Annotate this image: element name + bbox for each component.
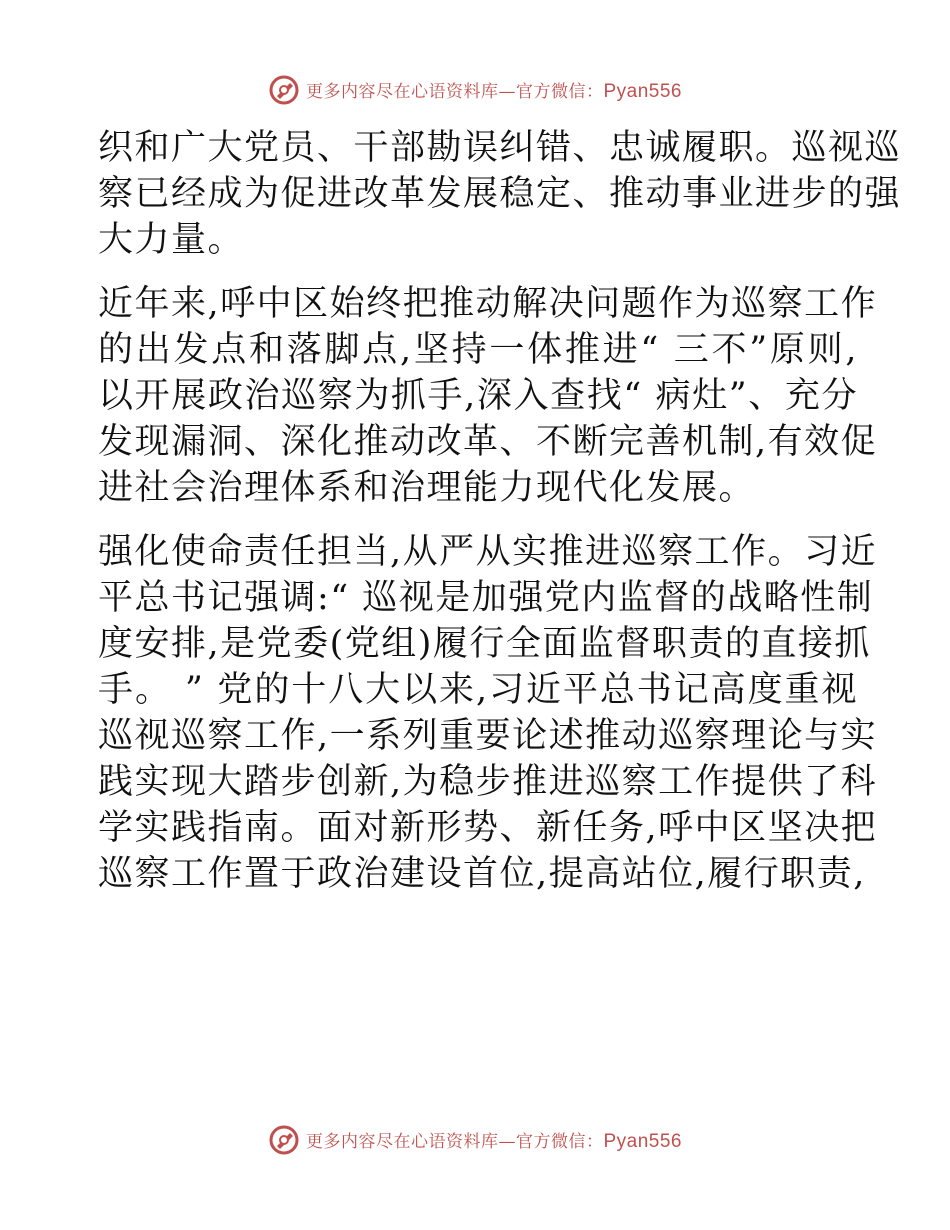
header-watermark (0, 70, 950, 110)
watermark-wechat-id: Pyan556 (603, 1131, 682, 1152)
watermark-logo-icon (268, 1124, 300, 1156)
text-line: 平总书记强调:“ 巡视是加强党内监督的战略性制 (98, 578, 874, 618)
text-line: 发现漏洞、深化推动改革、不断完善机制,有效促 (98, 422, 878, 462)
text-line: 近年来,呼中区始终把推动解决问题作为巡察工作 (98, 284, 878, 324)
watermark-wechat-id: Pyan556 (603, 81, 682, 102)
text-line: 践实现大踏步创新,为稳步推进巡察工作提供了科 (98, 762, 878, 802)
text-line: 学实践指南。面对新形势、新任务,呼中区坚决把 (98, 808, 878, 848)
text-line: 大力量。 (98, 220, 245, 260)
text-line: 的出发点和落脚点,坚持一体推进“ 三不”原则, (98, 330, 858, 370)
text-line: 度安排,是党委(党组)履行全面监督职责的直接抓 (98, 624, 871, 664)
text-line: 手。 ” 党的十八大以来,习近平总书记高度重视 (98, 670, 858, 710)
text-line: 以开展政治巡察为抓手,深入查找“ 病灶”、充分 (98, 376, 858, 416)
paragraph-3 (98, 529, 878, 897)
watermark-logo-icon (268, 74, 300, 106)
text-line: 织和广大党员、干部勘误纠错、忠诚履职。巡视巡 (98, 128, 902, 168)
document-body (98, 125, 902, 915)
text-line: 察已经成为促进改革发展稳定、推动事业进步的强 (98, 174, 902, 214)
paragraph-1 (98, 125, 902, 263)
paragraph-2 (98, 281, 878, 511)
text-line: 巡察工作置于政治建设首位,提高站位,履行职责, (98, 854, 866, 894)
watermark-text: 更多内容尽在心语资料库—官方微信：Pyan556 (305, 81, 682, 102)
text-line: 巡视巡察工作,一系列重要论述推动巡察理论与实 (98, 716, 878, 756)
watermark-text: 更多内容尽在心语资料库—官方微信：Pyan556 (305, 1131, 682, 1152)
text-line: 强化使命责任担当,从严从实推进巡察工作。习近 (98, 532, 878, 572)
footer-watermark (0, 1120, 950, 1160)
text-line: 进社会治理体系和治理能力现代化发展。 (98, 468, 756, 508)
